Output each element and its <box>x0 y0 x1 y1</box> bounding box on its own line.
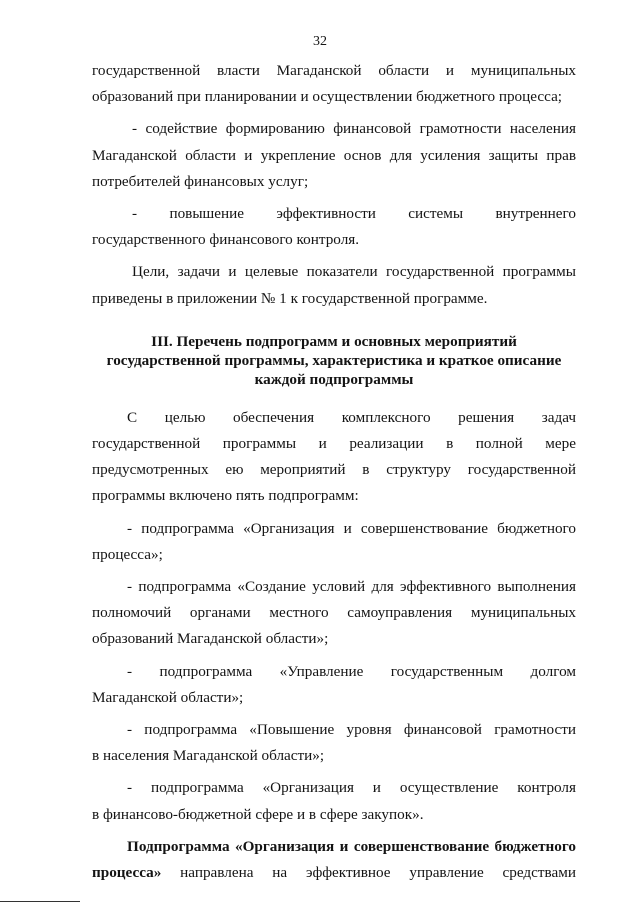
text-line: - содействие формированию финансовой грамотности населения <box>132 120 576 138</box>
section-heading <box>92 332 576 389</box>
heading-line: III. Перечень подпрограмм и основных мероприятий <box>151 332 517 350</box>
bold-text: процесса» <box>92 864 162 882</box>
text-line: - подпрограмма «Управление государственным долгом <box>127 662 576 680</box>
text-line: государственной власти Магаданской области и муниципальных <box>92 62 576 79</box>
text-line: приведены в приложении № 1 к государственной программе. <box>92 289 488 307</box>
text-line: в населения Магаданской области»; <box>92 747 325 765</box>
text-line <box>92 834 576 860</box>
text-line: Цели, задачи и целевые показатели государственной программы <box>132 263 576 281</box>
document-body <box>92 58 576 886</box>
text-line: - повышение эффективности системы внутреннего <box>132 205 576 223</box>
text-line: - подпрограмма «Организация и совершенствование бюджетного <box>127 519 576 537</box>
text-line: предусмотренных ею мероприятий в структуру государственной <box>92 461 576 479</box>
text-line: - подпрограмма «Повышение уровня финансовой грамотности <box>127 721 576 739</box>
text-line: потребителей финансовых услуг; <box>92 172 309 190</box>
text-line: государственного финансового контроля. <box>92 231 360 249</box>
text-line: - подпрограмма «Организация и осуществление контроля <box>127 779 576 797</box>
text-line: Магаданской области и укрепление основ для усиления защиты прав <box>92 146 576 164</box>
text-line: государственной программы и реализации в полной мере <box>92 435 576 453</box>
bold-text: Подпрограмма «Организация и совершенствование бюджетного <box>127 837 576 855</box>
text-line: образований при планировании и осуществлении бюджетного процесса; <box>92 88 563 106</box>
text-line: полномочий органами местного самоуправления муниципальных <box>92 604 576 622</box>
text-line: Магаданской области»; <box>92 688 244 706</box>
text-line: образований Магаданской области»; <box>92 630 329 648</box>
text-line: - подпрограмма «Создание условий для эффективного выполнения <box>127 578 576 596</box>
text-line: С целью обеспечения комплексного решения задач <box>127 408 576 426</box>
text-line <box>92 860 576 886</box>
heading-line: каждой подпрограммы <box>254 370 414 388</box>
text-span: направлена на эффективное управление средствами <box>161 864 576 882</box>
page-number: 32 <box>313 34 327 49</box>
scan-edge-line <box>0 901 80 902</box>
text-line: программы включено пять подпрограмм: <box>92 487 359 505</box>
heading-line: государственной программы, характеристика и краткое описание <box>106 351 562 369</box>
text-line: в финансово-бюджетной сфере и в сфере закупок». <box>92 805 424 823</box>
text-line: процесса»; <box>92 545 163 563</box>
